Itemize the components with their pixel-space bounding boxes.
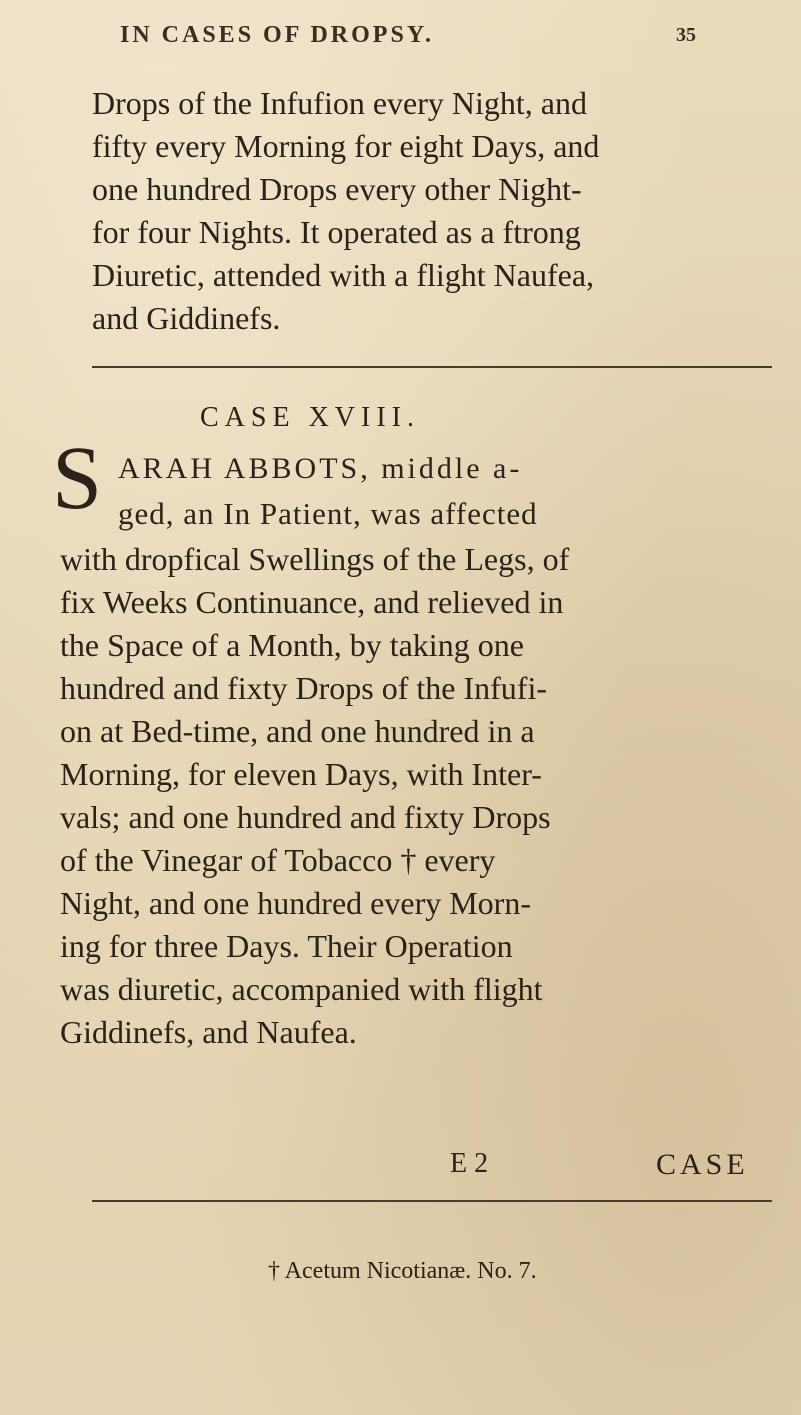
text-line: fix Weeks Continuance, and relieved in [60,584,564,620]
text-line: and Giddinefs. [92,300,281,336]
page-number: 35 [676,24,696,46]
text-line: Night, and one hundred every Morn- [60,885,531,921]
text-line: fifty every Morning for eight Days, and [92,128,600,164]
case-heading: CASE XVIII. [200,402,420,433]
text-line: of the Vinegar of Tobacco † every [60,842,496,878]
text-line: the Space of a Month, by taking one [60,627,524,663]
text-line: with dropfical Swellings of the Legs, of [60,541,570,577]
text-line: ing for three Days. Their Operation [60,928,513,964]
text-line: on at Bed-time, and one hundred in a [60,713,535,749]
text-line: was diuretic, accompanied with flight [60,971,543,1007]
section-rule [92,366,772,368]
catchword: CASE [656,1148,749,1181]
running-head [120,22,720,52]
text-line: Morning, for eleven Days, with Inter- [60,756,542,792]
text-line: vals; and one hundred and fixty Drops [60,799,551,835]
footnote: † Acetum Nicotianæ. No. 7. [268,1258,537,1284]
case-lead-line: ged, an In Patient, was affected [118,496,538,531]
text-line: Diuretic, attended with a flight Naufea, [92,257,595,293]
catchline [60,1148,760,1188]
continued-paragraph [92,82,792,340]
drop-cap: S [52,429,103,528]
running-title: IN CASES OF DROPSY. [120,22,434,48]
footnote-rule [92,1200,772,1202]
text-line: hundred and fixty Drops of the Infufi- [60,670,547,706]
text-line: Giddinefs, and Naufea. [60,1014,357,1050]
case-lead-line: ARAH ABBOTS, middle a- [118,452,523,485]
text-line: Drops of the Infufion every Night, and [92,85,587,121]
text-line: one hundred Drops every other Night- [92,171,582,207]
text-line: for four Nights. It operated as a ftrong [92,214,581,250]
case-paragraph [60,538,760,1054]
signature-mark: E 2 [450,1148,489,1179]
